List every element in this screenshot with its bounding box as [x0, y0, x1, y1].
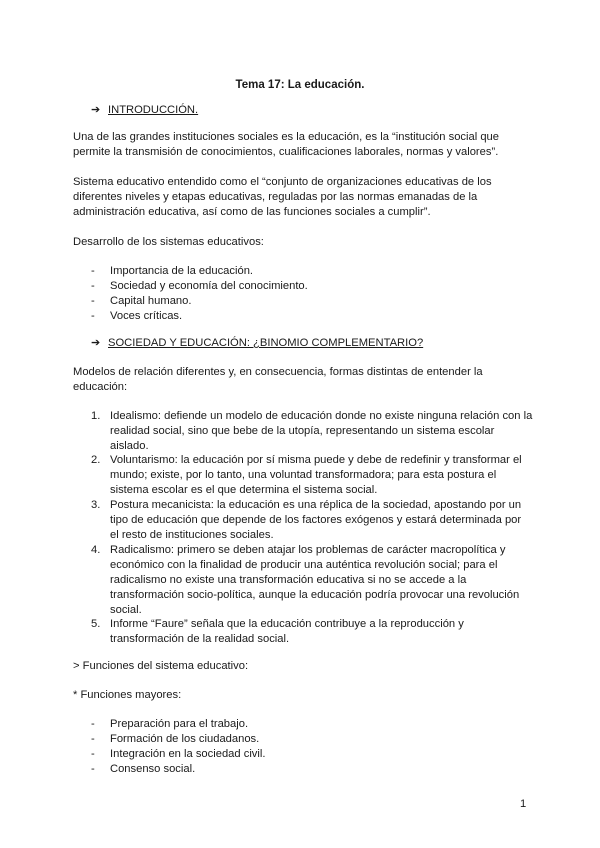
list-item-text: Preparación para el trabajo. — [110, 718, 249, 730]
item-text: Radicalismo: primero se deben atajar los problemas de carácter macropolítica y — [110, 544, 506, 556]
subsection-heading: > Funciones del sistema educativo: — [73, 660, 249, 672]
dash-bullet: - — [91, 280, 95, 292]
list-item — [91, 747, 265, 762]
paragraph-line: Modelos de relación diferentes y, en consecuencia, formas distintas de entender la — [73, 366, 483, 378]
paragraph-line: Sistema educativo entendido como el “conjunto de organizaciones educativas de los — [73, 176, 492, 188]
paragraph-line: permite la transmisión de conocimientos, cualificaciones laborales, normas y valores”. — [73, 146, 499, 158]
item-number: 3. — [91, 499, 101, 511]
dash-bullet: - — [91, 748, 95, 760]
item-text-continuation: económico con la finalidad de producir una auténtica revolución social; para el — [110, 559, 498, 571]
list-item-text: Formación de los ciudadanos. — [110, 733, 260, 745]
paragraph-line: educación: — [73, 381, 128, 393]
list-item-text: Importancia de la educación. — [110, 265, 254, 277]
list-item-text: Consenso social. — [110, 763, 196, 775]
list-item — [91, 762, 195, 777]
item-number: 5. — [91, 618, 101, 630]
item-text-continuation: tipo de educación que depende de los factores exógenos y estará determinada por — [110, 514, 522, 526]
paragraph-line: diferentes niveles y etapas educativas, reguladas por las normas emanadas de la — [73, 191, 478, 203]
paragraph-line: Una de las grandes instituciones sociales es la educación, es la “institución social que — [73, 131, 499, 143]
paragraph-line: Desarrollo de los sistemas educativos: — [73, 236, 264, 248]
dash-bullet: - — [91, 265, 95, 277]
dash-bullet: - — [91, 718, 95, 730]
dash-bullet: - — [91, 295, 95, 307]
item-text-continuation: transformación de la realidad social. — [110, 633, 290, 645]
item-text-continuation: sistema escolar es el que determina el sistema social. — [110, 484, 378, 496]
list-item — [91, 294, 191, 309]
list-item — [91, 732, 259, 747]
item-text-continuation: el resto de instituciones sociales. — [110, 529, 274, 541]
list-item-text: Capital humano. — [110, 295, 192, 307]
item-number: 2. — [91, 454, 101, 466]
section-heading-introduccion — [91, 103, 198, 118]
item-number: 4. — [91, 544, 101, 556]
list-item — [91, 264, 253, 279]
item-text: Idealismo: defiende un modelo de educación donde no existe ninguna relación con la — [110, 410, 533, 422]
list-item-text: Integración en la sociedad civil. — [110, 748, 266, 760]
item-text-continuation: aislado. — [110, 440, 149, 452]
item-text: Informe “Faure” señala que la educación contribuye a la reproducción y — [110, 618, 464, 630]
paragraph-line: administración educativa, así como de las funciones sociales a cumplir”. — [73, 206, 431, 218]
numbered-item — [91, 409, 532, 424]
item-text: Postura mecanicista: la educación es una réplica de la sociedad, apostando por un — [110, 499, 522, 511]
item-number: 1. — [91, 410, 101, 422]
item-text-continuation: transformación socio-política, aunque la educación podría provocar una revolución — [110, 589, 520, 601]
dash-bullet: - — [91, 310, 95, 322]
list-item — [91, 279, 308, 294]
list-item — [91, 309, 182, 324]
numbered-item — [91, 543, 505, 558]
section-heading-text: SOCIEDAD Y EDUCACIÓN: ¿BINOMIO COMPLEMENTARIO? — [108, 337, 424, 349]
item-text-continuation: realidad social, sino que bebe de la utopía, representando un sistema escolar — [110, 425, 495, 437]
page-number: 1 — [520, 798, 527, 810]
numbered-item — [91, 617, 464, 632]
item-text-continuation: social. — [110, 604, 142, 616]
section-heading-text: INTRODUCCIÓN. — [108, 104, 199, 116]
item-text-continuation: mundo; existe, por lo tanto, una voluntad transformadora; para esta postura el — [110, 469, 497, 481]
arrow-bullet-icon: ➔ — [91, 104, 101, 116]
arrow-bullet-icon: ➔ — [91, 337, 101, 349]
list-item-text: Sociedad y economía del conocimiento. — [110, 280, 308, 292]
numbered-item — [91, 498, 521, 513]
item-text: Voluntarismo: la educación por sí misma puede y debe de redefinir y transformar el — [110, 454, 522, 466]
subsection-subheading: * Funciones mayores: — [73, 689, 182, 701]
list-item — [91, 717, 248, 732]
document-title: Tema 17: La educación. — [235, 79, 365, 91]
dash-bullet: - — [91, 733, 95, 745]
item-text-continuation: radicalismo no existe una transformación educativa si no se accede a la — [110, 574, 467, 586]
dash-bullet: - — [91, 763, 95, 775]
numbered-item — [91, 453, 522, 468]
section-heading-sociedad — [91, 336, 423, 351]
list-item-text: Voces críticas. — [110, 310, 183, 322]
